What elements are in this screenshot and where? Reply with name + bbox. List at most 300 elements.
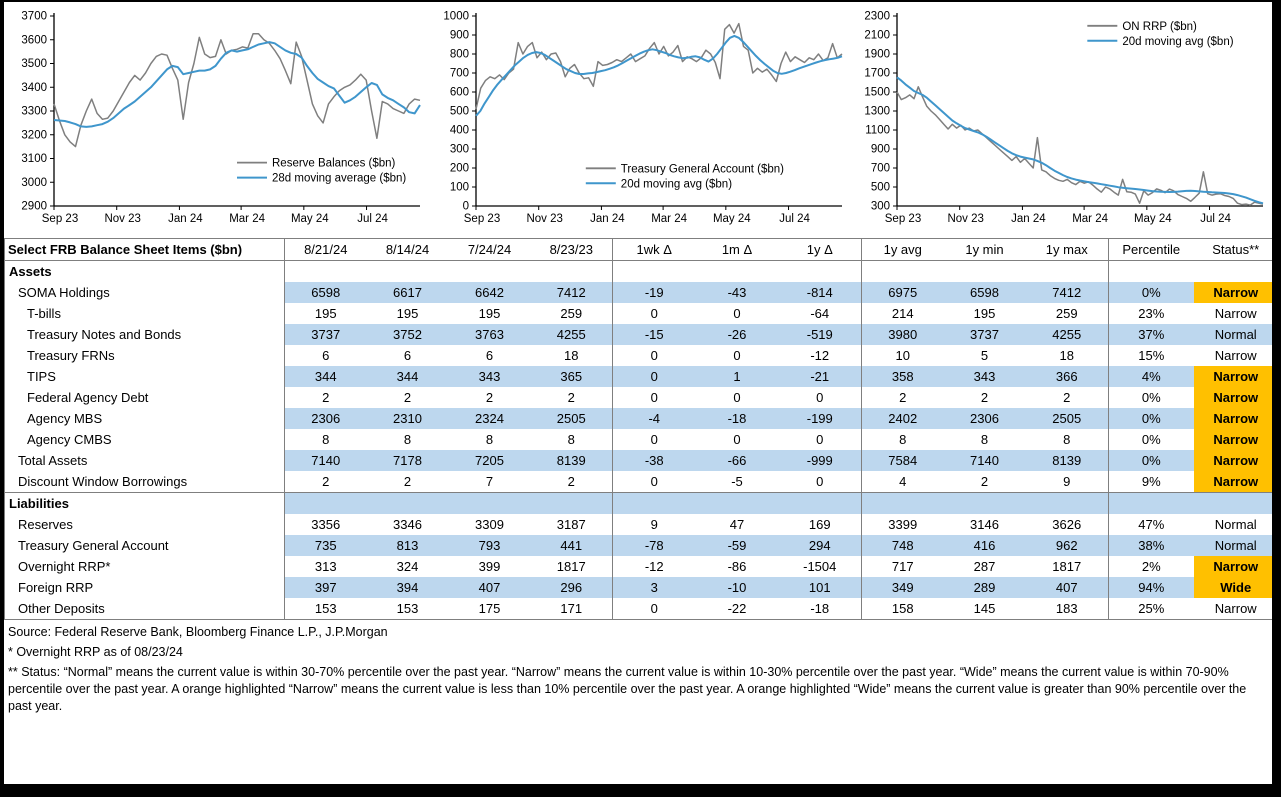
column-header: 7/24/24 — [449, 239, 531, 261]
table-row — [5, 577, 1273, 598]
cell-value: 10 — [862, 345, 944, 366]
svg-text:20d moving avg ($bn): 20d moving avg ($bn) — [620, 178, 732, 191]
cell-value: 7205 — [449, 450, 531, 471]
row-label: Discount Window Borrowings — [18, 474, 188, 489]
cell-value: 8139 — [531, 450, 613, 471]
cell-value: 289 — [944, 577, 1026, 598]
cell-value: -4 — [613, 408, 696, 429]
svg-text:May 24: May 24 — [290, 213, 329, 225]
cell-value: 6642 — [449, 282, 531, 303]
column-header: 1y max — [1026, 239, 1109, 261]
cell-value: -18 — [696, 408, 779, 429]
cell-value: 3763 — [449, 324, 531, 345]
svg-text:Mar 24: Mar 24 — [229, 213, 266, 225]
svg-text:Nov 23: Nov 23 — [104, 213, 141, 225]
cell-value: 18 — [564, 348, 579, 363]
cell-value: -999 — [779, 450, 862, 471]
cell-value: -38 — [613, 450, 696, 471]
cell-value: 407 — [1026, 577, 1109, 598]
cell-value: 0 — [733, 348, 741, 363]
cell-value: 6598 — [944, 282, 1026, 303]
cell-value: 0% — [1109, 450, 1194, 471]
cell-value: 195 — [973, 306, 996, 321]
svg-text:Mar 24: Mar 24 — [1072, 213, 1109, 225]
table-row — [5, 408, 1273, 429]
cell-value: -78 — [613, 535, 696, 556]
cell-value: -1504 — [803, 559, 837, 574]
column-header: 1m Δ — [696, 239, 779, 261]
column-header: 1y min — [944, 239, 1026, 261]
cell-value: 259 — [560, 306, 583, 321]
cell-value: 2 — [567, 474, 575, 489]
cell-value: 2505 — [1026, 408, 1109, 429]
cell-value — [944, 493, 1026, 515]
column-header: Select FRB Balance Sheet Items ($bn) — [5, 239, 285, 261]
cell-value: 813 — [367, 535, 449, 556]
cell-value: 2 — [403, 474, 412, 489]
svg-text:3400: 3400 — [21, 81, 47, 94]
cell-value: 962 — [1026, 535, 1109, 556]
svg-text:500: 500 — [449, 105, 469, 118]
cell-value: 7584 — [862, 450, 944, 471]
cell-value: 0% — [1109, 282, 1194, 303]
cell-value — [285, 493, 367, 515]
cell-value: 349 — [862, 577, 944, 598]
cell-value: 2 — [485, 390, 494, 405]
status-badge: Wide — [1194, 577, 1273, 598]
cell-value: 2 — [980, 390, 989, 405]
table-row — [5, 324, 1273, 345]
table-row — [5, 303, 1273, 324]
cell-value: 0 — [613, 471, 696, 493]
column-header: Percentile — [1109, 239, 1194, 261]
cell-value: -814 — [779, 282, 862, 303]
cell-value: 0% — [1109, 429, 1194, 450]
cell-value — [613, 493, 696, 515]
table-body — [5, 261, 1273, 620]
cell-value: 2 — [862, 387, 944, 408]
cell-value: 145 — [973, 601, 996, 616]
svg-text:Sep 23: Sep 23 — [884, 213, 922, 225]
cell-value: 0 — [816, 474, 824, 489]
legend-entry — [1087, 21, 1197, 33]
cell-value: 7140 — [944, 450, 1026, 471]
table-row — [5, 471, 1273, 493]
cell-value: 171 — [560, 601, 583, 616]
cell-value: 296 — [531, 577, 613, 598]
row-label: Treasury General Account — [18, 538, 169, 553]
reserve-balances-chart — [6, 4, 427, 232]
cell-value — [696, 261, 779, 283]
cell-value: 324 — [396, 559, 419, 574]
svg-text:Treasury General Account ($bn): Treasury General Account ($bn) — [620, 163, 784, 176]
row-label: TIPS — [27, 369, 56, 384]
table-row — [5, 535, 1273, 556]
cell-value — [531, 261, 613, 283]
svg-text:0: 0 — [462, 200, 469, 213]
cell-value: 0 — [733, 306, 741, 321]
cell-value: 195 — [396, 306, 419, 321]
cell-value: 195 — [478, 306, 501, 321]
svg-text:1900: 1900 — [864, 48, 890, 61]
legend-entry — [237, 173, 406, 185]
cell-value: 343 — [944, 366, 1026, 387]
cell-value: 23% — [1109, 303, 1194, 324]
cell-value: 9 — [1063, 474, 1071, 489]
cell-value: 0 — [613, 303, 696, 324]
overnight-rrp-note: * Overnight RRP as of 08/23/24 — [8, 644, 183, 659]
svg-text:700: 700 — [449, 67, 469, 80]
svg-text:ON RRP ($bn): ON RRP ($bn) — [1122, 20, 1197, 33]
cell-value: 793 — [449, 535, 531, 556]
status-badge — [1194, 493, 1273, 515]
svg-text:Sep 23: Sep 23 — [463, 213, 500, 225]
status-badge: Narrow — [1194, 282, 1273, 303]
row-label: T-bills — [27, 306, 61, 321]
cell-value: 2 — [285, 387, 367, 408]
cell-value — [449, 493, 531, 515]
table-header-row — [5, 239, 1273, 261]
cell-value: 3399 — [862, 514, 944, 535]
svg-text:3300: 3300 — [21, 105, 47, 118]
cell-value: 214 — [862, 303, 944, 324]
svg-text:May 24: May 24 — [712, 213, 751, 225]
cell-value: 344 — [285, 366, 367, 387]
table-row — [5, 345, 1273, 366]
cell-value: 2 — [567, 390, 575, 405]
cell-value: 0% — [1109, 387, 1194, 408]
cell-value: 0 — [733, 390, 741, 405]
cell-value: 158 — [862, 598, 944, 620]
cell-value: 8139 — [1026, 450, 1109, 471]
cell-value — [285, 261, 367, 283]
status-badge: Narrow — [1214, 348, 1257, 363]
cell-value: -59 — [696, 535, 779, 556]
charts-row — [4, 2, 1272, 232]
cell-value: 6 — [285, 345, 367, 366]
cell-value: 6 — [485, 348, 494, 363]
cell-value: -15 — [613, 324, 696, 345]
column-header: 8/23/23 — [531, 239, 613, 261]
cell-value: 7412 — [531, 282, 613, 303]
cell-value: 2306 — [285, 408, 367, 429]
cell-value: 8 — [980, 432, 989, 447]
cell-value: 38% — [1109, 535, 1194, 556]
cell-value: 2 — [1063, 390, 1071, 405]
status-badge: Normal — [1194, 324, 1273, 345]
cell-value: 183 — [1055, 601, 1078, 616]
cell-value: 0 — [816, 432, 824, 447]
cell-value: 94% — [1109, 577, 1194, 598]
cell-value: -19 — [613, 282, 696, 303]
cell-value: 3626 — [1052, 517, 1082, 532]
cell-value: 1817 — [556, 559, 586, 574]
svg-text:400: 400 — [449, 124, 469, 137]
legend-entry — [1087, 36, 1233, 48]
cell-value: 407 — [449, 577, 531, 598]
column-header: 1wk Δ — [613, 239, 696, 261]
cell-value — [449, 261, 531, 283]
cell-value: 287 — [973, 559, 996, 574]
status-badge: Narrow — [1194, 556, 1273, 577]
table-row — [5, 598, 1273, 620]
status-badge: Narrow — [1194, 450, 1273, 471]
cell-value: 394 — [367, 577, 449, 598]
report-canvas — [4, 2, 1272, 784]
cell-value: 366 — [1026, 366, 1109, 387]
cell-value: 0 — [613, 345, 696, 366]
svg-text:Reserve Balances ($bn): Reserve Balances ($bn) — [272, 157, 396, 170]
cell-value: 2324 — [449, 408, 531, 429]
cell-value — [779, 493, 862, 515]
cell-value: 0 — [613, 429, 696, 450]
status-badge — [1194, 261, 1273, 283]
cell-value: 7412 — [1026, 282, 1109, 303]
cell-value — [696, 493, 779, 515]
row-label: Overnight RRP* — [18, 559, 111, 574]
svg-text:100: 100 — [449, 181, 469, 194]
cell-value: 0 — [733, 432, 741, 447]
cell-value — [613, 261, 696, 283]
cell-value: -199 — [779, 408, 862, 429]
svg-text:Jan 24: Jan 24 — [168, 213, 203, 225]
cell-value: 441 — [531, 535, 613, 556]
cell-value: 153 — [396, 601, 419, 616]
svg-text:Nov 23: Nov 23 — [947, 213, 984, 225]
cell-value: 0 — [613, 598, 696, 620]
cell-value: 3356 — [285, 514, 367, 535]
legend-entry — [585, 178, 731, 190]
cell-value: 3187 — [556, 517, 586, 532]
column-header: 1y avg — [862, 239, 944, 261]
balance-sheet-table — [4, 238, 1272, 620]
cell-value: 717 — [862, 556, 944, 577]
cell-value: -43 — [696, 282, 779, 303]
cell-value: 101 — [779, 577, 862, 598]
column-header: 8/21/24 — [285, 239, 367, 261]
svg-text:20d moving avg ($bn): 20d moving avg ($bn) — [1122, 35, 1234, 48]
svg-text:2900: 2900 — [21, 200, 47, 213]
cell-value: 0 — [613, 387, 696, 408]
cell-value — [779, 261, 862, 283]
cell-value — [531, 493, 613, 515]
cell-value: 2505 — [531, 408, 613, 429]
cell-value: 8 — [1063, 432, 1071, 447]
column-header: 1y Δ — [779, 239, 862, 261]
cell-value: -64 — [810, 306, 830, 321]
cell-value: -10 — [696, 577, 779, 598]
cell-value — [862, 493, 944, 515]
table-header — [5, 239, 1273, 261]
cell-value: 1817 — [1052, 559, 1082, 574]
cell-value: 8 — [403, 432, 412, 447]
svg-text:May 24: May 24 — [1133, 213, 1172, 225]
cell-value — [1109, 493, 1194, 515]
treasury-general-account-chart — [428, 4, 849, 232]
footnotes — [4, 620, 1272, 714]
cell-value: 25% — [1109, 598, 1194, 620]
row-label: Treasury Notes and Bonds — [27, 327, 182, 342]
svg-text:500: 500 — [870, 181, 890, 194]
table-row — [5, 450, 1273, 471]
cell-value: 3737 — [285, 324, 367, 345]
status-definition-note: ** Status: “Normal” means the current value is within 30-70% percentile over the past year. “Narrow” means the current value is within 10-30% percentile over the past year. “Wide” means the current value is within 70-90% percentile over the past year. A orange highlighted “Narrow” means the current value is less than 10% percentile over the past year. A orange highlighted “Wide” means the current value is greater than 90% percentile over the past year. — [8, 664, 1247, 713]
cell-value: 7178 — [367, 450, 449, 471]
row-label: Liabilities — [5, 493, 285, 515]
cell-value: 169 — [808, 517, 831, 532]
status-badge: Narrow — [1194, 387, 1273, 408]
svg-text:1100: 1100 — [865, 124, 890, 137]
cell-value: 416 — [944, 535, 1026, 556]
svg-text:300: 300 — [870, 200, 890, 213]
cell-value: 47 — [729, 517, 745, 532]
cell-value: 4255 — [1026, 324, 1109, 345]
status-badge: Narrow — [1214, 601, 1257, 616]
legend-entry — [237, 158, 396, 170]
svg-text:28d moving average ($bn): 28d moving average ($bn) — [272, 172, 407, 185]
cell-value: 0 — [613, 366, 696, 387]
svg-text:3700: 3700 — [21, 10, 47, 23]
svg-text:3100: 3100 — [21, 153, 47, 165]
status-badge: Narrow — [1194, 366, 1273, 387]
svg-text:3500: 3500 — [21, 58, 47, 70]
status-badge: Narrow — [1194, 471, 1273, 493]
cell-value: 6 — [403, 348, 412, 363]
svg-text:3200: 3200 — [21, 129, 47, 142]
svg-text:Jan 24: Jan 24 — [589, 213, 625, 225]
cell-value: 153 — [285, 598, 367, 620]
table-row — [5, 387, 1273, 408]
cell-value: 8 — [567, 432, 575, 447]
svg-text:Mar 24: Mar 24 — [650, 213, 687, 225]
status-badge: Narrow — [1214, 306, 1257, 321]
row-label: SOMA Holdings — [18, 285, 110, 300]
cell-value: 358 — [862, 366, 944, 387]
svg-text:800: 800 — [449, 48, 469, 61]
svg-text:Nov 23: Nov 23 — [525, 213, 563, 225]
cell-value: 7 — [485, 474, 494, 489]
svg-text:3000: 3000 — [21, 176, 47, 189]
cell-value: 3 — [613, 577, 696, 598]
on-rrp-chart — [849, 4, 1270, 232]
svg-text:Jul 24: Jul 24 — [1200, 213, 1231, 225]
cell-value — [862, 261, 944, 283]
cell-value: 344 — [367, 366, 449, 387]
row-label: Reserves — [18, 517, 73, 532]
cell-value: -5 — [731, 474, 743, 489]
cell-value: 294 — [779, 535, 862, 556]
cell-value: 4255 — [531, 324, 613, 345]
cell-value: 3737 — [944, 324, 1026, 345]
cell-value — [944, 261, 1026, 283]
svg-text:Jul 24: Jul 24 — [357, 213, 388, 225]
cell-value: 6617 — [367, 282, 449, 303]
column-header: 8/14/24 — [367, 239, 449, 261]
cell-value: 2310 — [367, 408, 449, 429]
cell-value — [1109, 261, 1194, 283]
cell-value: 15% — [1109, 345, 1194, 366]
row-label: Federal Agency Debt — [27, 390, 149, 405]
cell-value: 2% — [1109, 556, 1194, 577]
svg-text:1500: 1500 — [864, 86, 890, 99]
svg-text:2300: 2300 — [864, 10, 890, 23]
cell-value: 37% — [1109, 324, 1194, 345]
status-badge: Narrow — [1194, 408, 1273, 429]
cell-value: 3146 — [970, 517, 999, 532]
cell-value: -86 — [727, 559, 747, 574]
cell-value: -26 — [696, 324, 779, 345]
svg-text:3600: 3600 — [21, 34, 47, 47]
cell-value: 5 — [980, 348, 989, 363]
cell-value: 3309 — [475, 517, 504, 532]
cell-value: 2 — [980, 474, 989, 489]
cell-value: 8 — [862, 429, 944, 450]
svg-text:600: 600 — [449, 86, 469, 99]
svg-text:700: 700 — [870, 162, 890, 175]
cell-value: 9 — [613, 514, 696, 535]
section-row — [5, 261, 1273, 283]
section-row — [5, 493, 1273, 515]
cell-value: 6598 — [285, 282, 367, 303]
cell-value: 4% — [1109, 366, 1194, 387]
cell-value: 2 — [285, 471, 367, 493]
cell-value: 0% — [1109, 408, 1194, 429]
svg-text:Jan 24: Jan 24 — [1011, 213, 1046, 225]
cell-value: 259 — [1055, 306, 1078, 321]
legend-entry — [585, 163, 783, 175]
svg-text:300: 300 — [449, 143, 469, 156]
cell-value: -21 — [779, 366, 862, 387]
svg-text:900: 900 — [449, 29, 469, 42]
cell-value: 4 — [862, 471, 944, 493]
cell-value: -12 — [613, 556, 696, 577]
cell-value: 8 — [285, 429, 367, 450]
cell-value — [1026, 261, 1109, 283]
cell-value: 343 — [449, 366, 531, 387]
cell-value: 735 — [285, 535, 367, 556]
table-row — [5, 282, 1273, 303]
cell-value: 175 — [478, 601, 501, 616]
cell-value: 2 — [403, 390, 412, 405]
cell-value: 2402 — [862, 408, 944, 429]
cell-value: 397 — [285, 577, 367, 598]
table-row — [5, 514, 1273, 535]
row-label: Treasury FRNs — [27, 348, 115, 363]
row-label: Total Assets — [18, 453, 88, 468]
cell-value: -12 — [810, 348, 830, 363]
status-badge: Normal — [1214, 517, 1257, 532]
cell-value: 6975 — [862, 282, 944, 303]
cell-value: 365 — [531, 366, 613, 387]
cell-value — [367, 261, 449, 283]
svg-text:900: 900 — [870, 143, 890, 156]
svg-text:Sep 23: Sep 23 — [41, 213, 79, 225]
cell-value: 748 — [862, 535, 944, 556]
cell-value: 313 — [285, 556, 367, 577]
cell-value: 9% — [1109, 471, 1194, 493]
svg-text:1300: 1300 — [864, 105, 890, 118]
table-row — [5, 429, 1273, 450]
row-label: Agency MBS — [27, 411, 103, 426]
cell-value: -519 — [779, 324, 862, 345]
status-badge: Normal — [1194, 535, 1273, 556]
cell-value: 195 — [285, 303, 367, 324]
cell-value: -66 — [696, 450, 779, 471]
row-label: Other Deposits — [18, 601, 105, 616]
cell-value: 2306 — [944, 408, 1026, 429]
cell-value — [367, 493, 449, 515]
status-badge: Narrow — [1194, 429, 1273, 450]
